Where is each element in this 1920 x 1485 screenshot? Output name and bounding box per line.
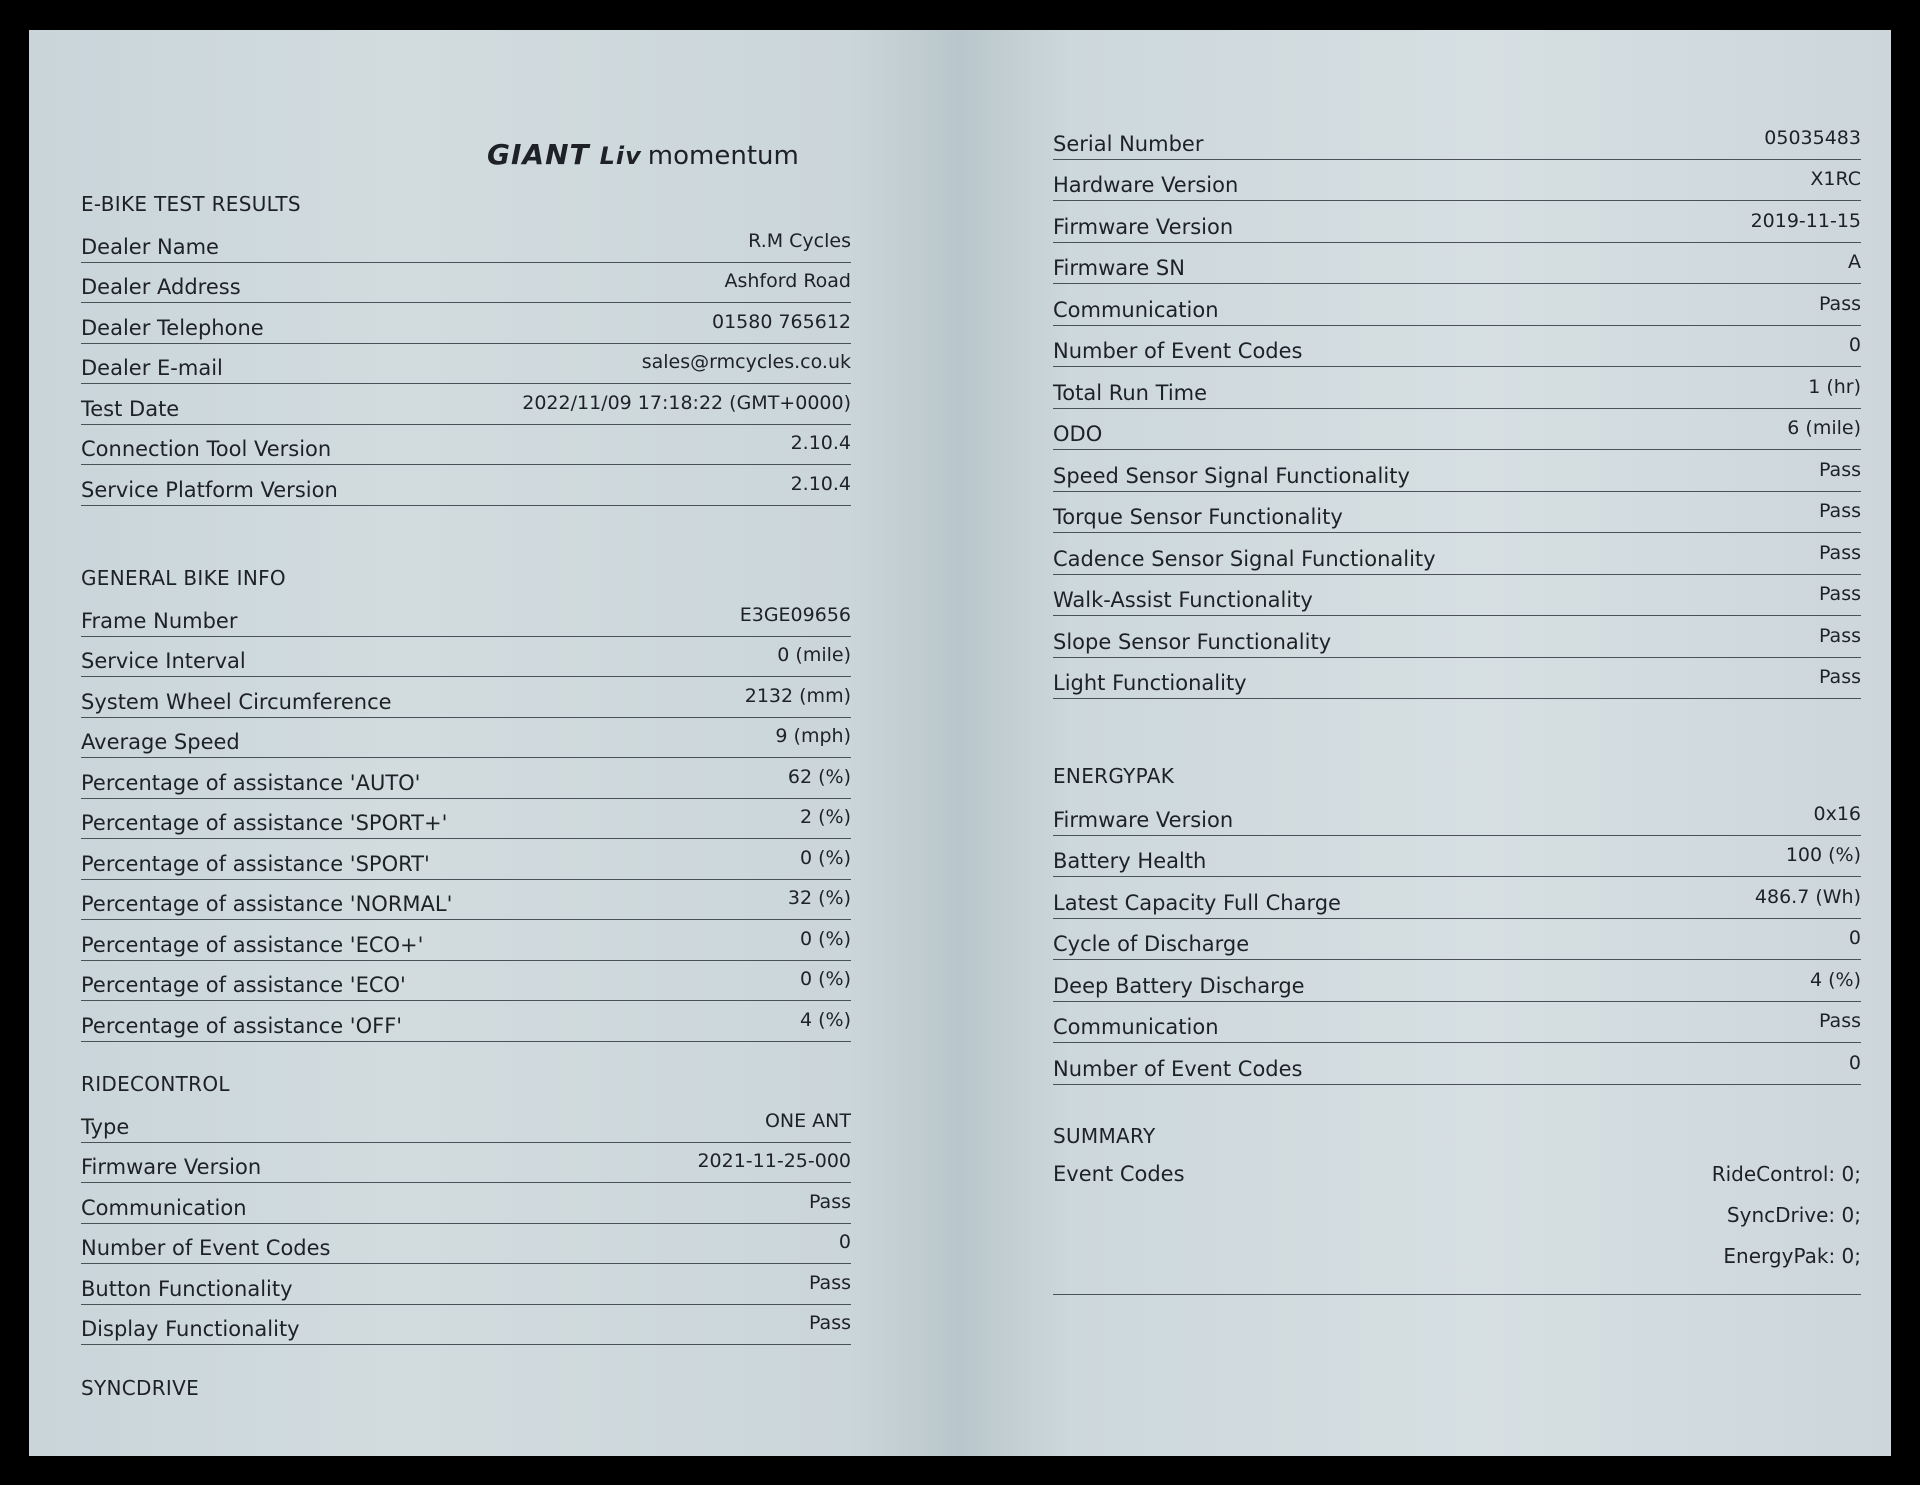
table-row [81, 758, 851, 799]
table-row [81, 677, 851, 718]
row-value: Pass [808, 1312, 851, 1334]
row-label: Walk-Assist Functionality [1053, 588, 1313, 612]
row-value: 0x16 [1813, 802, 1861, 825]
row-label: Cycle of Discharge [1053, 932, 1250, 956]
table-row [81, 1102, 851, 1143]
row-label: ODO [1053, 422, 1103, 446]
table-row [81, 961, 851, 1002]
row-label: Firmware SN [1053, 256, 1185, 280]
row-value: Pass [1818, 458, 1861, 481]
table-row [81, 1264, 851, 1305]
row-value: Pass [808, 1190, 851, 1213]
row-label: System Wheel Circumference [81, 689, 392, 714]
table-row [81, 718, 851, 759]
row-value: 4 (%) [1809, 968, 1861, 991]
row-value: 05035483 [1764, 126, 1861, 149]
row-value: 32 (%) [787, 887, 851, 909]
row-label: Service Interval [81, 649, 246, 673]
row-value: Pass [1818, 292, 1861, 315]
table-row [1053, 492, 1861, 534]
table-row [1053, 450, 1861, 492]
table-row [81, 344, 851, 385]
row-label: Speed Sensor Signal Functionality [1053, 463, 1410, 488]
table-row [81, 596, 851, 637]
table-row [81, 263, 851, 304]
table-row [81, 425, 851, 466]
row-value: 2.10.4 [790, 432, 851, 454]
giant-logo-text: GIANT [487, 138, 590, 171]
row-value: 0 [1848, 927, 1861, 949]
row-value: 100 (%) [1785, 844, 1861, 866]
row-value: Pass [1818, 583, 1861, 605]
section-ebike-test-results [81, 186, 851, 506]
table-row [1053, 533, 1861, 575]
table-row [81, 1224, 851, 1265]
row-value: 9 (mph) [775, 725, 851, 747]
row-label: Latest Capacity Full Charge [1053, 890, 1341, 915]
left-page [81, 30, 851, 1456]
row-value: Pass [1818, 500, 1861, 522]
row-value: Pass [808, 1271, 851, 1294]
row-label: Percentage of assistance 'NORMAL' [81, 892, 453, 916]
printed-report-sheet [29, 30, 1891, 1456]
table-row [1053, 794, 1861, 836]
row-value: 2021-11-25-000 [697, 1150, 851, 1172]
table-row [1053, 367, 1861, 409]
row-value: 2022/11/09 17:18:22 (GMT+0000) [522, 391, 851, 414]
row-label: Cadence Sensor Signal Functionality [1053, 546, 1436, 571]
section-title: SYNCDRIVE [81, 1376, 200, 1400]
row-value: 4 (%) [799, 1008, 851, 1031]
row-value: 62 (%) [787, 765, 851, 788]
table-row [81, 799, 851, 840]
row-label: Communication [81, 1195, 247, 1220]
row-value: 0 (mile) [777, 644, 851, 666]
row-value: X1RC [1810, 168, 1861, 190]
row-label: Connection Tool Version [81, 437, 332, 461]
row-value: 0 (%) [799, 846, 851, 869]
row-value: 0 [1848, 1051, 1861, 1074]
row-label: Percentage of assistance 'SPORT' [81, 851, 430, 876]
momentum-logo-text: momentum [647, 141, 799, 171]
row-value: 2132 (mm) [744, 684, 851, 707]
row-value: 01580 765612 [711, 310, 851, 333]
table-row [1053, 1043, 1861, 1085]
row-label: Dealer Telephone [81, 315, 264, 340]
right-page [1053, 30, 1861, 1456]
table-row [1053, 575, 1861, 617]
row-label: Deep Battery Discharge [1053, 973, 1305, 998]
section-general-bike-info [81, 560, 851, 1042]
section-syncdrive [81, 1370, 851, 1406]
table-row [1053, 409, 1861, 451]
table-row [81, 465, 851, 506]
table-row [1053, 960, 1861, 1002]
row-label: Dealer Name [81, 234, 219, 259]
row-value: 1 (hr) [1808, 375, 1861, 398]
row-value: 0 (%) [799, 927, 851, 950]
table-row [1053, 1002, 1861, 1044]
row-label: Percentage of assistance 'AUTO' [81, 770, 421, 795]
table-row [81, 222, 851, 263]
row-label: Percentage of assistance 'ECO+' [81, 932, 424, 957]
row-label: Communication [1053, 1015, 1219, 1039]
table-row [1053, 201, 1861, 243]
row-value: 2.10.4 [790, 472, 851, 495]
row-value: 0 [838, 1231, 851, 1253]
row-label: Percentage of assistance 'ECO' [81, 973, 406, 997]
event-code-syncdrive: SyncDrive: 0; [1726, 1203, 1861, 1227]
event-code-energypak: EnergyPak: 0; [1723, 1244, 1861, 1268]
section-title: ENERGYPAK [1053, 764, 1175, 788]
row-label: Battery Health [1053, 849, 1207, 873]
table-row [1053, 877, 1861, 919]
section-title: SUMMARY [1053, 1124, 1156, 1148]
row-label: Communication [1053, 297, 1219, 322]
row-label: Frame Number [81, 608, 238, 633]
row-value: 486.7 (Wh) [1754, 885, 1861, 908]
table-row [81, 920, 851, 961]
row-value: 2 (%) [799, 806, 851, 828]
row-value: 0 [1848, 334, 1861, 356]
section-ridecontrol [81, 1066, 851, 1345]
table-row [81, 384, 851, 425]
row-label: Event Codes [1053, 1162, 1185, 1186]
table-row [1053, 616, 1861, 658]
table-row [1053, 118, 1861, 160]
row-label: Firmware Version [1053, 807, 1234, 832]
section-summary [1053, 1118, 1861, 1295]
row-label: Dealer Address [81, 275, 241, 299]
table-row [1053, 326, 1861, 368]
table-row [1053, 919, 1861, 961]
row-value: Ashford Road [724, 270, 851, 292]
row-value: R.M Cycles [748, 229, 851, 252]
row-label: Display Functionality [81, 1317, 300, 1341]
table-row [81, 1143, 851, 1184]
table-row [1053, 284, 1861, 326]
row-value: Pass [1818, 666, 1861, 688]
row-value: ONE ANT [764, 1109, 851, 1132]
row-label: Button Functionality [81, 1276, 293, 1301]
table-row [81, 1183, 851, 1224]
section-title: E-BIKE TEST RESULTS [81, 192, 301, 216]
row-label: Firmware Version [81, 1155, 262, 1179]
row-label: Number of Event Codes [1053, 1056, 1303, 1081]
row-label: Light Functionality [1053, 671, 1247, 695]
row-label: Type [81, 1114, 130, 1139]
row-label: Slope Sensor Functionality [1053, 629, 1332, 654]
section-title: RIDECONTROL [81, 1072, 230, 1096]
row-label: Number of Event Codes [1053, 339, 1303, 363]
row-value: A [1848, 251, 1861, 273]
table-row [81, 1305, 851, 1346]
row-label: Service Platform Version [81, 477, 338, 502]
row-label: Dealer E-mail [81, 356, 223, 380]
section-syncdrive-details [1053, 118, 1861, 699]
row-value: Pass [1818, 624, 1861, 647]
table-row [81, 637, 851, 678]
row-label: Total Run Time [1053, 380, 1208, 405]
row-value: 6 (mile) [1787, 417, 1861, 439]
row-label: Average Speed [81, 730, 240, 754]
row-value: 0 (%) [799, 968, 851, 990]
row-value: E3GE09656 [739, 603, 851, 626]
table-row [81, 303, 851, 344]
row-value: Pass [1818, 541, 1861, 564]
row-value: sales@rmcycles.co.uk [641, 351, 851, 373]
event-code-ridecontrol: RideControl: 0; [1711, 1162, 1861, 1186]
row-value: 2019-11-15 [1750, 209, 1861, 232]
row-label: Number of Event Codes [81, 1236, 331, 1260]
row-value: Pass [1818, 1010, 1861, 1032]
section-title: GENERAL BIKE INFO [81, 566, 286, 590]
row-label: Hardware Version [1053, 173, 1239, 197]
row-label: Firmware Version [1053, 214, 1234, 239]
table-row [1053, 160, 1861, 202]
row-label: Percentage of assistance 'OFF' [81, 1013, 403, 1038]
table-row [81, 1001, 851, 1042]
row-label: Percentage of assistance 'SPORT+' [81, 811, 448, 835]
table-row [81, 880, 851, 921]
summary-row [1053, 1154, 1861, 1295]
table-row [1053, 658, 1861, 700]
table-row [81, 839, 851, 880]
row-label: Torque Sensor Functionality [1053, 505, 1343, 529]
table-row [1053, 243, 1861, 285]
event-code-list [1712, 1154, 1861, 1277]
row-label: Test Date [81, 396, 180, 421]
row-label: Serial Number [1053, 131, 1204, 156]
liv-logo-text: Liv [599, 142, 642, 170]
table-row [1053, 836, 1861, 878]
section-energypak [1053, 758, 1861, 1085]
